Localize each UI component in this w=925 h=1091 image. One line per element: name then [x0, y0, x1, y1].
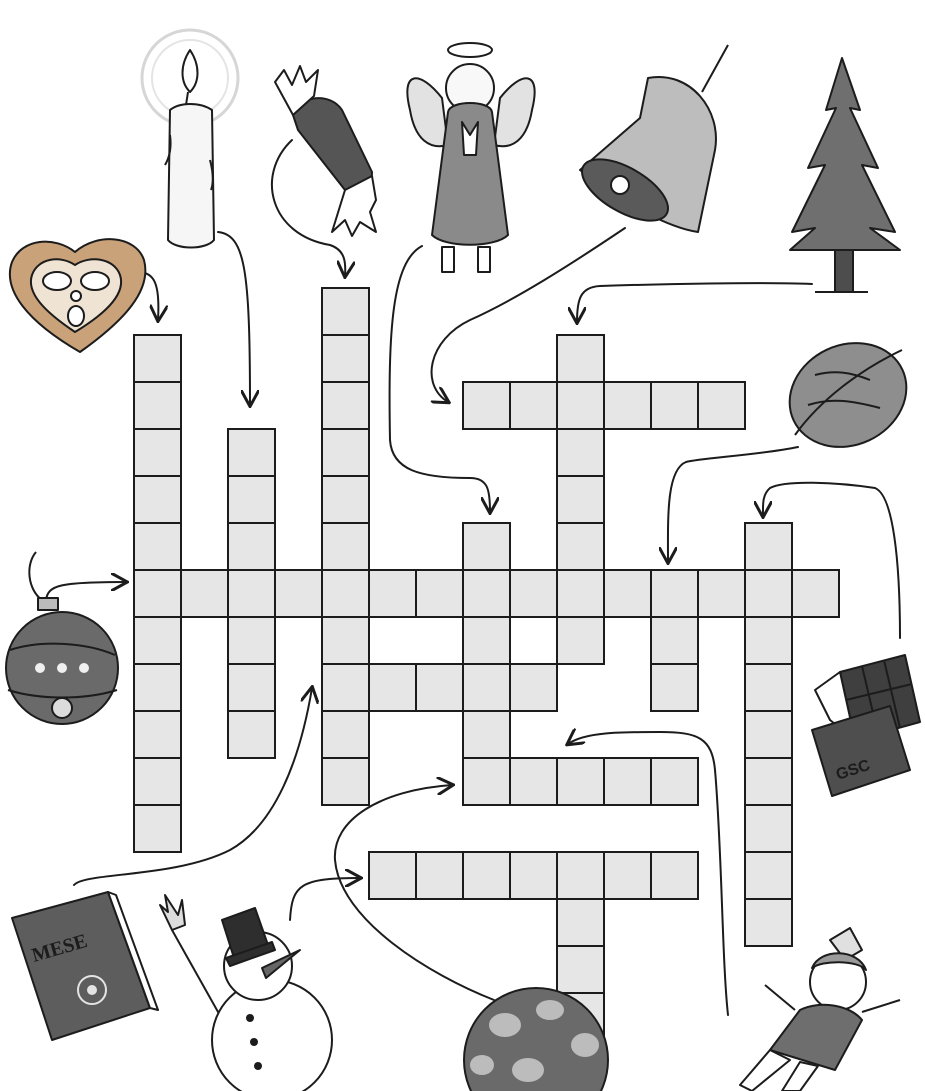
wrapped-candy-icon [275, 66, 376, 236]
crossword-cell-box[interactable] [322, 382, 369, 429]
crossword-cell[interactable] [322, 476, 369, 523]
crossword-cell[interactable] [416, 664, 463, 711]
crossword-cell[interactable] [557, 523, 604, 570]
crossword-cell[interactable] [557, 382, 604, 429]
crossword-cell[interactable] [463, 758, 510, 805]
crossword-cell-box[interactable] [322, 523, 369, 570]
crossword-cell-box[interactable] [651, 617, 698, 664]
crossword-cell[interactable] [322, 523, 369, 570]
crossword-cell-box[interactable] [651, 664, 698, 711]
crossword-cell-box[interactable] [134, 476, 181, 523]
crossword-cell[interactable] [745, 664, 792, 711]
crossword-cell-box[interactable] [510, 758, 557, 805]
crossword-cell[interactable] [698, 570, 745, 617]
crossword-cell[interactable] [322, 617, 369, 664]
crossword-cell-box[interactable] [134, 382, 181, 429]
crossword-cell-box[interactable] [369, 852, 416, 899]
crossword-cell[interactable] [604, 570, 651, 617]
crossword-cell[interactable] [416, 570, 463, 617]
crossword-cell[interactable] [463, 711, 510, 758]
arrow-angel [390, 246, 490, 512]
crossword-cell-box[interactable] [322, 711, 369, 758]
bell-icon [572, 45, 728, 233]
crossword-cell-box[interactable] [463, 664, 510, 711]
crossword-cell[interactable] [698, 382, 745, 429]
crossword-cell-box[interactable] [322, 288, 369, 335]
crossword-cell[interactable] [557, 758, 604, 805]
crossword-cell[interactable] [557, 899, 604, 946]
crossword-cell[interactable] [510, 758, 557, 805]
storybook-icon [12, 892, 158, 1040]
crossword-cell[interactable] [745, 523, 792, 570]
crossword-cell-box[interactable] [416, 664, 463, 711]
crossword-cell-box[interactable] [604, 382, 651, 429]
crossword-cell-box[interactable] [463, 523, 510, 570]
crossword-cell[interactable] [322, 429, 369, 476]
crossword-cell-box[interactable] [134, 617, 181, 664]
crossword-cell-box[interactable] [510, 664, 557, 711]
crossword-cell-box[interactable] [463, 570, 510, 617]
crossword-cell-box[interactable] [134, 523, 181, 570]
crossword-cell-box[interactable] [322, 664, 369, 711]
crossword-cell-box[interactable] [557, 570, 604, 617]
crossword-cell[interactable] [416, 852, 463, 899]
crossword-cell-box[interactable] [416, 852, 463, 899]
crossword-cell-box[interactable] [651, 570, 698, 617]
crossword-cell[interactable] [557, 429, 604, 476]
crossword-cell-box[interactable] [369, 570, 416, 617]
crossword-cell[interactable] [745, 852, 792, 899]
crossword-cell-box[interactable] [369, 664, 416, 711]
crossword-cell[interactable] [134, 805, 181, 852]
crossword-cell-box[interactable] [181, 570, 228, 617]
crossword-cell-box[interactable] [322, 335, 369, 382]
crossword-cell[interactable] [322, 711, 369, 758]
crossword-cell[interactable] [463, 617, 510, 664]
crossword-cell-box[interactable] [510, 570, 557, 617]
crossword-cell[interactable] [134, 523, 181, 570]
crossword-cell[interactable] [745, 805, 792, 852]
crossword-cell[interactable] [557, 570, 604, 617]
crossword-cell[interactable] [745, 758, 792, 805]
crossword-cell-box[interactable] [557, 758, 604, 805]
crossword-cell-box[interactable] [228, 523, 275, 570]
crossword-cell[interactable] [322, 664, 369, 711]
crossword-cell-box[interactable] [745, 852, 792, 899]
crossword-cell-box[interactable] [322, 758, 369, 805]
crossword-cell[interactable] [510, 382, 557, 429]
crossword-cell[interactable] [181, 570, 228, 617]
crossword-cell[interactable] [557, 476, 604, 523]
crossword-cell[interactable] [792, 570, 839, 617]
crossword-cell-box[interactable] [134, 664, 181, 711]
crossword-cell-box[interactable] [228, 664, 275, 711]
crossword-cell-box[interactable] [416, 570, 463, 617]
chocolate-wrapper-text: GSC [833, 756, 873, 784]
crossword-cell-box[interactable] [745, 711, 792, 758]
crossword-cell[interactable] [604, 852, 651, 899]
chocolate-bar-icon [812, 655, 920, 796]
crossword-cell[interactable] [134, 758, 181, 805]
crossword-cell[interactable] [463, 570, 510, 617]
crossword-cell[interactable] [228, 617, 275, 664]
crossword-cell[interactable] [651, 570, 698, 617]
crossword-cell[interactable] [134, 476, 181, 523]
arrow-tree [577, 283, 812, 322]
crossword-cell-box[interactable] [745, 805, 792, 852]
crossword-cell[interactable] [510, 852, 557, 899]
crossword-cell[interactable] [745, 617, 792, 664]
snowman-icon [160, 895, 332, 1091]
crossword-cell-box[interactable] [463, 711, 510, 758]
crossword-cell-box[interactable] [651, 852, 698, 899]
crossword-cell-box[interactable] [463, 382, 510, 429]
crossword-cell-box[interactable] [228, 617, 275, 664]
crossword-cell[interactable] [604, 382, 651, 429]
crossword-cell[interactable] [463, 382, 510, 429]
crossword-cell[interactable] [557, 946, 604, 993]
crossword-cell-box[interactable] [510, 382, 557, 429]
crossword-cell-box[interactable] [228, 570, 275, 617]
crossword-cell[interactable] [557, 852, 604, 899]
crossword-cell[interactable] [510, 664, 557, 711]
crossword-cell[interactable] [510, 570, 557, 617]
crossword-cell[interactable] [275, 570, 322, 617]
crossword-cell-box[interactable] [557, 617, 604, 664]
crossword-cell[interactable] [322, 382, 369, 429]
crossword-cell[interactable] [651, 617, 698, 664]
crossword-cell-box[interactable] [745, 570, 792, 617]
crossword-cell-box[interactable] [134, 429, 181, 476]
crossword-cell[interactable] [322, 758, 369, 805]
crossword-cell[interactable] [651, 758, 698, 805]
crossword-cell-box[interactable] [557, 946, 604, 993]
crossword-cell-box[interactable] [651, 758, 698, 805]
crossword-cell-box[interactable] [698, 382, 745, 429]
crossword-cell-box[interactable] [275, 570, 322, 617]
crossword-cell[interactable] [745, 711, 792, 758]
crossword-cell-box[interactable] [698, 570, 745, 617]
crossword-cell[interactable] [463, 852, 510, 899]
crossword-cell-box[interactable] [228, 711, 275, 758]
crossword-cell-box[interactable] [557, 852, 604, 899]
crossword-cell-box[interactable] [604, 852, 651, 899]
crossword-cell[interactable] [228, 429, 275, 476]
ornament-ball-icon [6, 552, 118, 724]
angel-icon [407, 43, 534, 272]
candle-icon [142, 30, 238, 248]
crossword-cell[interactable] [463, 664, 510, 711]
crossword-cell[interactable] [322, 335, 369, 382]
crossword-cell[interactable] [228, 570, 275, 617]
crossword-cell-box[interactable] [322, 570, 369, 617]
crossword-cell[interactable] [134, 382, 181, 429]
crossword-cell-box[interactable] [604, 570, 651, 617]
crossword-cell-box[interactable] [463, 617, 510, 664]
arrow-book [74, 688, 312, 885]
arrow-candle [218, 232, 250, 405]
storybook-cover-text: MESE [29, 930, 90, 967]
crossword-cell[interactable] [134, 335, 181, 382]
crossword-cell[interactable] [134, 617, 181, 664]
crossword-cell-box[interactable] [557, 382, 604, 429]
crossword-cell[interactable] [369, 664, 416, 711]
crossword-cell[interactable] [651, 382, 698, 429]
crossword-cell-box[interactable] [134, 758, 181, 805]
crossword-cell-box[interactable] [745, 664, 792, 711]
crossword-cell[interactable] [557, 335, 604, 382]
crossword-cell[interactable] [134, 429, 181, 476]
crossword-cell-box[interactable] [745, 617, 792, 664]
crossword-cell-box[interactable] [557, 429, 604, 476]
crossword-cell[interactable] [369, 852, 416, 899]
crossword-cell[interactable] [745, 899, 792, 946]
crossword-cell-box[interactable] [134, 711, 181, 758]
crossword-cell-box[interactable] [134, 805, 181, 852]
crossword-cell[interactable] [463, 523, 510, 570]
crossword-cell-box[interactable] [557, 899, 604, 946]
crossword-cell[interactable] [228, 523, 275, 570]
crossword-cell-box[interactable] [228, 476, 275, 523]
crossword-cell[interactable] [322, 288, 369, 335]
crossword-cell[interactable] [651, 664, 698, 711]
crossword-cell-box[interactable] [651, 382, 698, 429]
crossword-cell-box[interactable] [322, 476, 369, 523]
crossword-cell-box[interactable] [134, 570, 181, 617]
crossword-cell[interactable] [228, 476, 275, 523]
gingerbread-heart-icon [10, 239, 146, 352]
crossword-cell-box[interactable] [228, 429, 275, 476]
crossword-cell-box[interactable] [463, 758, 510, 805]
crossword-cell-box[interactable] [134, 335, 181, 382]
crossword-cell-box[interactable] [745, 523, 792, 570]
walnut-icon [772, 324, 923, 465]
crossword-cell-box[interactable] [322, 429, 369, 476]
crossword-cell[interactable] [134, 711, 181, 758]
crossword-cell-box[interactable] [792, 570, 839, 617]
crossword-cell[interactable] [228, 664, 275, 711]
crossword-cell-box[interactable] [745, 758, 792, 805]
crossword-cell-box[interactable] [604, 758, 651, 805]
crossword-cell[interactable] [651, 852, 698, 899]
christmas-tree-icon [790, 58, 900, 292]
crossword-cell-box[interactable] [557, 335, 604, 382]
crossword-cell[interactable] [745, 570, 792, 617]
crossword-cell[interactable] [369, 570, 416, 617]
crossword-cell-box[interactable] [322, 617, 369, 664]
crossword-cell[interactable] [228, 711, 275, 758]
crossword-cell-box[interactable] [557, 476, 604, 523]
rag-doll-icon [740, 928, 900, 1091]
crossword-cell[interactable] [604, 758, 651, 805]
crossword-cell-box[interactable] [463, 852, 510, 899]
crossword-cell[interactable] [134, 570, 181, 617]
crossword-cell[interactable] [134, 664, 181, 711]
crossword-cell-box[interactable] [557, 523, 604, 570]
crossword-cell[interactable] [322, 570, 369, 617]
crossword-cell[interactable] [557, 617, 604, 664]
crossword-cell-box[interactable] [510, 852, 557, 899]
crossword-cell-box[interactable] [745, 899, 792, 946]
